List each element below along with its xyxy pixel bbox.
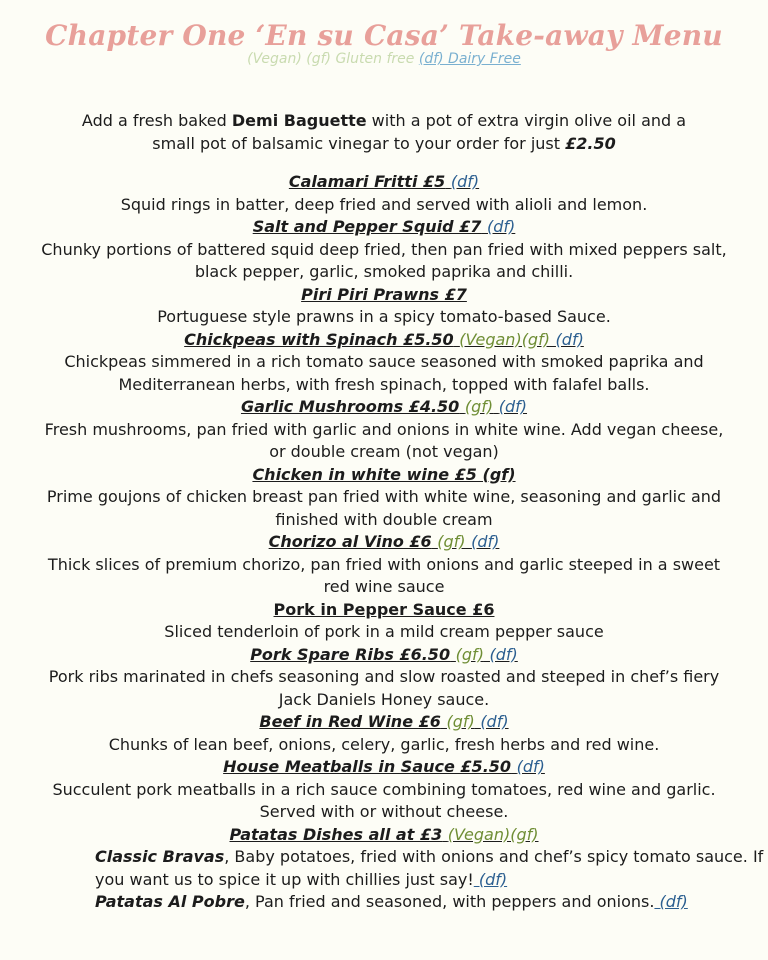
menu-item-name: Pork in Pepper Sauce £6 bbox=[273, 599, 495, 619]
menu-item-description: Prime goujons of chicken breast pan fried with white wine, seasoning and garlic and finished with double cream bbox=[46, 487, 722, 529]
menu-item-title bbox=[0, 216, 768, 239]
pobre-df-tag: (df) bbox=[654, 892, 688, 911]
menu-item-tag: (df) bbox=[480, 712, 509, 731]
menu-item-tag: (gf) bbox=[464, 397, 494, 416]
menu-item-tag: (df) bbox=[487, 217, 516, 236]
menu-item-description: Fresh mushrooms, pan fried with garlic and onions in white wine. Add vegan cheese, or double cream (not vegan) bbox=[44, 419, 724, 461]
menu-item-title bbox=[0, 531, 768, 554]
bravas-name: Classic Bravas bbox=[95, 847, 225, 866]
menu-item-title bbox=[0, 171, 768, 194]
menu-item-name: Piri Piri Prawns £7 bbox=[301, 284, 467, 304]
patatas-section bbox=[0, 824, 768, 847]
legend-vegan-gf: (Vegan) (gf) Gluten free bbox=[247, 51, 415, 67]
menu-item-description: Succulent pork meatballs in a rich sauce combining tomatoes, red wine and garlic. Served with or without cheese. bbox=[52, 779, 716, 821]
menu-item-name: Chickpeas with Spinach £5.50 bbox=[184, 329, 454, 349]
menu-item-tag: (df) bbox=[516, 757, 545, 776]
menu-item-tag: (df) bbox=[471, 532, 500, 551]
menu-item-tag: (gf) bbox=[437, 532, 466, 551]
menu-item-name: Chicken in white wine £5 (gf) bbox=[252, 464, 516, 484]
patatas-heading bbox=[0, 824, 768, 847]
patatas-heading-tag: (Vegan)(gf) bbox=[447, 824, 539, 844]
menu-item-title bbox=[0, 644, 768, 667]
menu-item-name: Salt and Pepper Squid £7 bbox=[252, 217, 482, 236]
pobre-desc: , Pan fried and seasoned, with peppers and onions. bbox=[244, 892, 655, 911]
menu-item-description: Sliced tenderloin of pork in a mild cream pepper sauce bbox=[164, 622, 604, 641]
menu-item-description: Squid rings in batter, deep fried and served with alioli and lemon. bbox=[120, 194, 648, 214]
offer-price: £2.50 bbox=[565, 133, 616, 153]
patatas-heading-text: Patatas Dishes all at £3 bbox=[229, 824, 443, 844]
menu-item-description: Chunky portions of battered squid deep fried, then pan fried with mixed peppers salt, black pepper, garlic, smoked paprika and chilli. bbox=[41, 239, 727, 281]
menu-item-name: Calamari Fritti £5 bbox=[288, 172, 446, 191]
menu-item-name: Chorizo al Vino £6 bbox=[268, 532, 432, 551]
legend-dairy-free: (df) Dairy Free bbox=[418, 51, 521, 67]
menu-item-name: Beef in Red Wine £6 bbox=[259, 712, 441, 731]
offer-text-1: Add a fresh baked bbox=[81, 111, 232, 130]
patatas-bravas bbox=[0, 846, 768, 891]
menu-item-tag: (df) bbox=[498, 397, 528, 416]
pobre-name: Patatas Al Pobre bbox=[95, 892, 245, 911]
menu-item-tag: (Vegan)(gf) bbox=[459, 329, 550, 349]
menu-item-description: Thick slices of premium chorizo, pan fried with onions and garlic steeped in a sweet red wine sauce bbox=[47, 554, 721, 596]
bravas-df-tag: (df) bbox=[473, 869, 508, 889]
menu-item-title bbox=[0, 284, 768, 307]
offer-bread: Demi Baguette bbox=[231, 111, 367, 130]
menu-item-tag: (df) bbox=[489, 644, 518, 664]
menu-item-title bbox=[0, 756, 768, 779]
menu-item-name: Garlic Mushrooms £4.50 bbox=[240, 397, 460, 416]
menu-item-title bbox=[0, 396, 768, 419]
menu-item-title bbox=[0, 329, 768, 352]
menu-item-description: Chunks of lean beef, onions, celery, garlic, fresh herbs and red wine. bbox=[108, 734, 660, 754]
menu-item-description: Chickpeas simmered in a rich tomato sauce seasoned with smoked paprika and Mediterranean herbs, with fresh spinach, topped with falafel balls. bbox=[64, 352, 704, 394]
patatas-pobre bbox=[0, 891, 768, 914]
menu-item-title bbox=[0, 464, 768, 487]
menu-item-title bbox=[0, 599, 768, 622]
bravas-desc: , Baby potatoes, fried with onions and chef’s spicy tomato sauce. If you want us to spice it up with chillies just say! bbox=[95, 847, 764, 889]
menu-title: Chapter One ‘En su Casa’ Take-away Menu bbox=[45, 19, 723, 52]
menu-item-name: House Meatballs in Sauce £5.50 bbox=[223, 757, 512, 776]
menu-item-tag: (gf) bbox=[455, 644, 484, 664]
menu-item-tag: (df) bbox=[450, 172, 480, 191]
offer-text-2: with a pot of extra virgin olive oil and a small pot of balsamic vinegar to your order for just bbox=[152, 111, 687, 153]
menu-item-description: Pork ribs marinated in chefs seasoning and slow roasted and steeped in chef’s fiery Jack Daniels Honey sauce. bbox=[48, 667, 720, 709]
baguette-offer bbox=[60, 110, 708, 155]
menu-item-title bbox=[0, 711, 768, 734]
menu-item-name: Pork Spare Ribs £6.50 bbox=[250, 644, 451, 664]
menu-items bbox=[0, 171, 768, 824]
menu-item-description: Portuguese style prawns in a spicy tomato-based Sauce. bbox=[157, 307, 611, 326]
menu-item-tag: (gf) bbox=[446, 712, 475, 731]
menu-item-tag: (df) bbox=[555, 329, 584, 349]
